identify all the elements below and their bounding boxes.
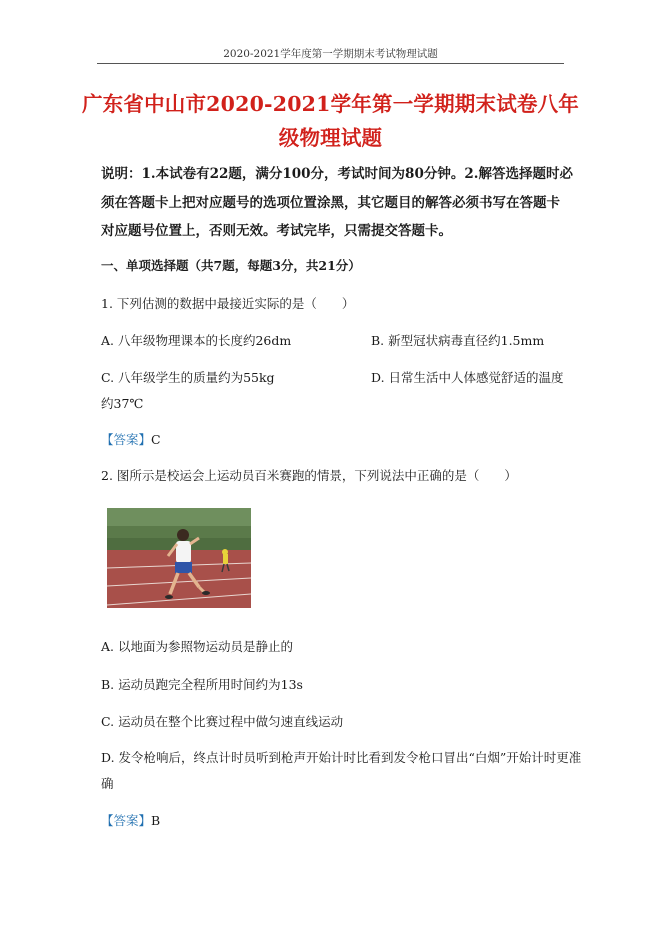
answer-tag: 【答案】 <box>101 813 152 828</box>
q2-option-d: D. 发令枪响后，终点计时员听到枪声开始计时比看到发令枪口冒出“白烟”开始计时更准 <box>101 750 582 765</box>
instructions-line-2: 须在答题卡上把对应题号的选项位置涂黑，其它题目的解答必须书写在答题卡 <box>101 195 560 211</box>
answer-tag: 【答案】 <box>101 432 152 447</box>
q1-option-b: B. 新型冠状病毒直径约1.5mm <box>371 333 545 348</box>
q2-answer <box>101 811 160 829</box>
q1-option-d: D. 日常生活中人体感觉舒适的温度 <box>371 370 564 385</box>
sprint-race-photo <box>107 508 251 608</box>
q1-option-c: C. 八年级学生的质量约为55kg <box>101 370 275 385</box>
sprint-race-illustration <box>107 508 251 608</box>
answer-value: B <box>151 813 161 828</box>
page-header: 2020-2021学年度第一学期期末考试物理试题 <box>223 48 438 60</box>
q1-answer <box>101 430 161 448</box>
q1-option-a: A. 八年级物理课本的长度约26dm <box>101 333 292 348</box>
q2-option-b: B. 运动员跑完全程所用时间约为13s <box>101 677 303 692</box>
document-title-line-2: 级物理试题 <box>278 126 383 150</box>
q1-option-d-continued: 约37℃ <box>101 396 144 411</box>
q2-option-c: C. 运动员在整个比赛过程中做匀速直线运动 <box>101 714 344 729</box>
section-heading: 一、单项选择题（共7题，每题3分，共21分） <box>101 258 361 273</box>
header-divider <box>97 63 564 64</box>
instructions-line-3: 对应题号位置上，否则无效。考试完毕，只需提交答题卡。 <box>101 223 452 239</box>
instructions-line-1: 说明：1.本试卷有22题，满分100分，考试时间为80分钟。2.解答选择题时必 <box>101 166 573 182</box>
q2-stem: 2. 图所示是校运会上运动员百米赛跑的情景，下列说法中正确的是（ ） <box>101 468 517 483</box>
q1-stem: 1. 下列估测的数据中最接近实际的是（ ） <box>101 296 355 311</box>
document-title-line-1: 广东省中山市2020-2021学年第一学期期末试卷八年 <box>81 92 580 116</box>
q2-option-a: A. 以地面为参照物运动员是静止的 <box>101 639 293 654</box>
answer-value: C <box>151 432 161 447</box>
q2-option-d-continued: 确 <box>101 776 114 791</box>
